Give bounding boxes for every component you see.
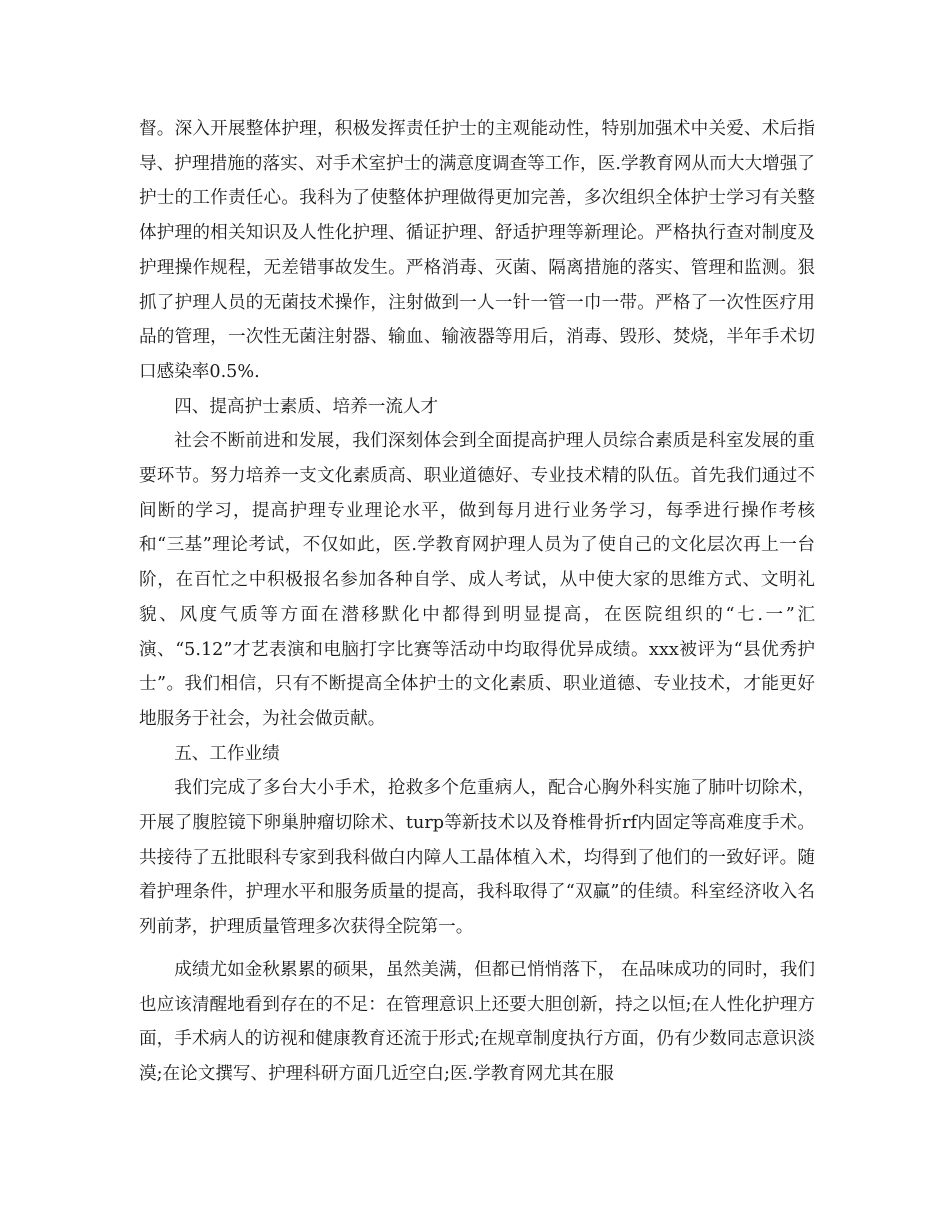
- paragraph-nursing-management: 督。深入开展整体护理，积极发挥责任护士的主观能动性，特别加强术中关爱、术后指导、护理措施的落实、对手术室护士的满意度调查等工作，医.学教育网从而大大增强了护士的工作责任心。我科为了使整体护理做得更加完善，多次组织全体护士学习有关整体护理的相关知识及人性化护理、循证护理、舒适护理等新理论。严格执行查对制度及护理操作规程，无差错事故发生。严格消毒、灭菌、隔离措施的落实、管理和监测。狠抓了护理人员的无菌技术操作，注射做到一人一针一管一巾一带。严格了一次性医疗用品的管理，一次性无菌注射器、输血、输液器等用后，消毒、毁形、焚烧，半年手术切口感染率0.5%.: [139, 119, 815, 382]
- paragraph-work-achievements: 我们完成了多台大小手术，抢救多个危重病人，配合心胸外科实施了肺叶切除术，开展了腹腔镜下卵巢肿瘤切除术、turp等新技术以及脊椎骨折rf内固定等高难度手术。共接待了五批眼科专家到我科做白内障人工晶体植入术，均得到了他们的一致好评。随着护理条件，护理水平和服务质量的提高，我科取得了“双赢”的佳绩。科室经济收入名列前茅，护理质量管理多次获得全院第一。: [139, 778, 815, 938]
- heading-improve-nurse-quality: 四、提高护士素质、培养一流人才: [174, 396, 439, 417]
- document-body: [139, 112, 815, 1092]
- paragraph-shortcomings: 成绩尤如金秋累累的硕果，虽然美满，但都已悄悄落下， 在品味成功的同时，我们也应该清醒地看到存在的不足：在管理意识上还要大胆创新，持之以恒;在人性化护理方面，手术病人的访视和健康教育还流于形式;在规章制度执行方面，仍有少数同志意识淡漠;在论文撰写、护理科研方面几近空白;医.学教育网尤其在服: [139, 959, 815, 1084]
- paragraph-nurse-quality: 社会不断前进和发展，我们深刻体会到全面提高护理人员综合素质是科室发展的重要环节。努力培养一支文化素质高、职业道德好、专业技术精的队伍。首先我们通过不间断的学习，提高护理专业理论水平，做到每月进行业务学习，每季进行操作考核和“三基”理论考试，不仅如此，医.学教育网护理人员为了使自己的文化层次再上一台阶，在百忙之中积极报名参加各种自学、成人考试，从中使大家的思维方式、文明礼貌、风度气质等方面在潜移默化中都得到明显提高，在医院组织的“七.一”汇演、“5.12”才艺表演和电脑打字比赛等活动中均取得优异成绩。xxx被评为“县优秀护士”。我们相信，只有不断提高全体护士的文化素质、职业道德、专业技术，才能更好地服务于社会，为社会做贡献。: [139, 431, 815, 729]
- heading-work-achievements: 五、工作业绩: [174, 743, 280, 764]
